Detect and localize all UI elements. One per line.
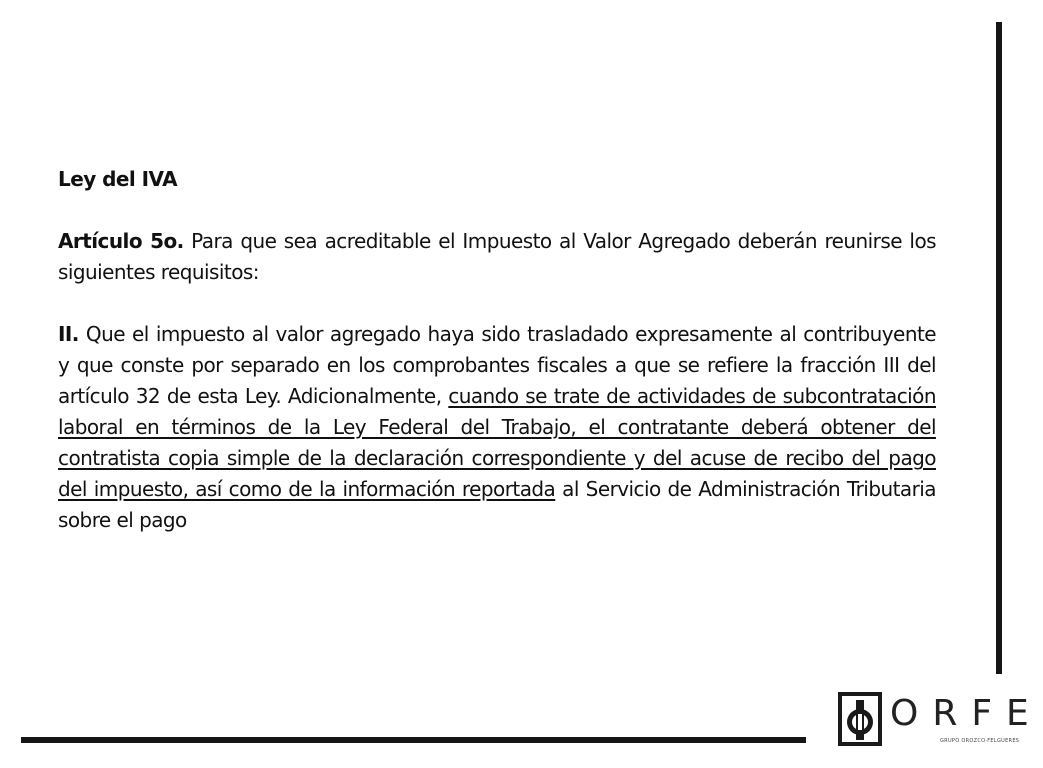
- fraction-text-after: al Servicio de Administración Tributaria sobre el pago: [58, 477, 936, 532]
- fraction-label: II.: [58, 322, 79, 346]
- slide-body: [58, 164, 936, 567]
- vertical-accent-bar: [996, 22, 1002, 674]
- logo-wordmark: ORFE: [890, 693, 1043, 734]
- fraction-text-underlined: cuando se trate de actividades de subcontratación laboral en términos de la Ley Federal del Trabajo, el contratante deberá obtener del contratista copia simple de la declaración correspondiente y del acuse de recibo del pago del impuesto, así como de la información reportada: [58, 384, 936, 501]
- article-paragraph: [58, 226, 936, 288]
- fraction-text-before: Que el impuesto al valor agregado haya sido trasladado expresamente al contribuyente y que conste por separado en los comprobantes fiscales a que se refiere la fracción III del artículo 32 de esta Ley. Adicionalmente,: [58, 322, 936, 408]
- fraction-paragraph: [58, 319, 936, 536]
- orfe-emblem-icon: [838, 692, 882, 746]
- article-label: Artículo 5o.: [58, 229, 184, 253]
- horizontal-accent-bar: [21, 737, 806, 743]
- logo-subtitle: GRUPO OROZCO·FELGUERES: [940, 738, 1020, 744]
- document-heading: Ley del IVA: [58, 167, 177, 191]
- orfe-logo: [836, 690, 1043, 752]
- article-text: Para que sea acreditable el Impuesto al Valor Agregado deberán reunirse los siguientes requisitos:: [58, 229, 936, 284]
